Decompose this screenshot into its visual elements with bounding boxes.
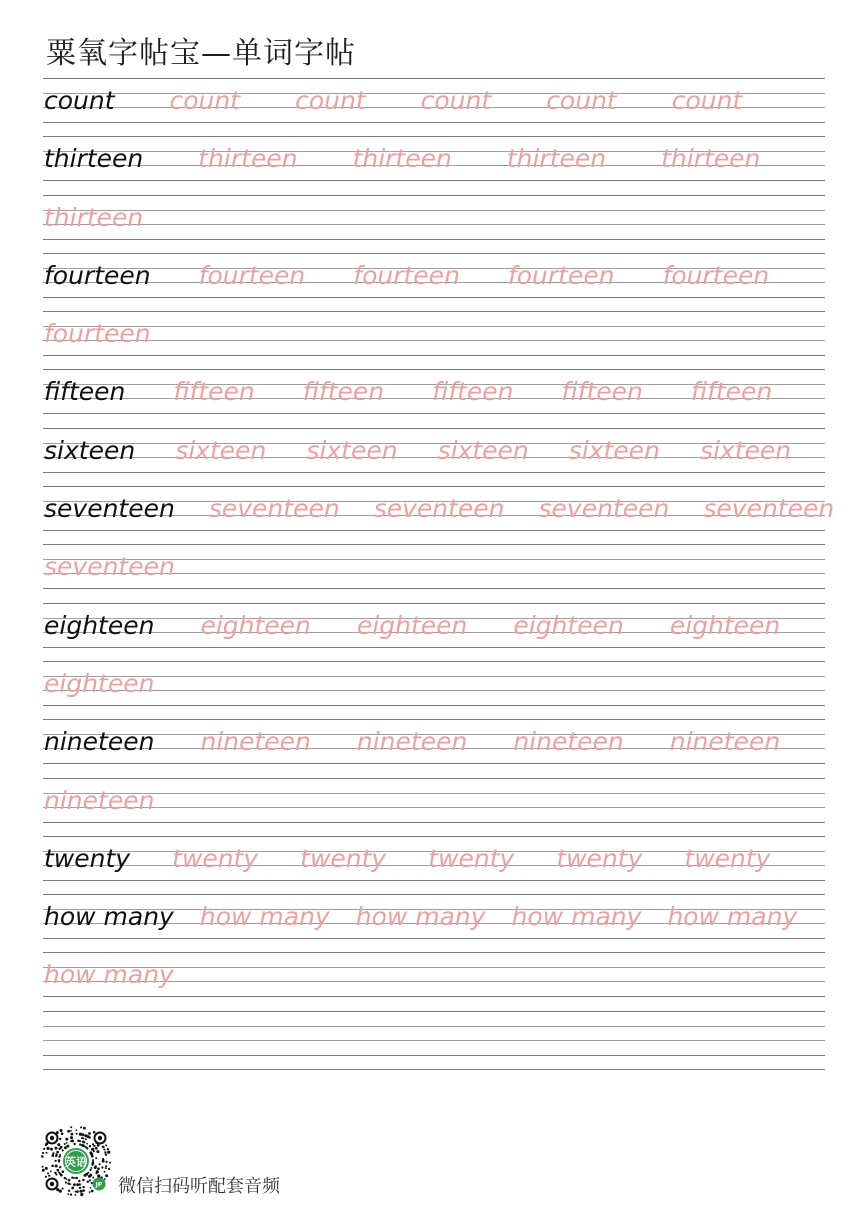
practice-row <box>43 486 835 544</box>
practice-sheet <box>43 78 835 1070</box>
word-line <box>44 548 175 586</box>
guide-line <box>43 253 825 254</box>
model-word: nineteen <box>44 727 155 757</box>
practice-row <box>43 78 825 136</box>
trace-word: eighteen <box>356 610 468 640</box>
guide-line <box>43 136 825 137</box>
word-line <box>44 373 772 411</box>
practice-row <box>43 778 825 836</box>
model-word: thirteen <box>44 144 144 174</box>
trace-word: eighteen <box>669 610 781 640</box>
guide-line <box>43 1026 825 1027</box>
trace-word: sixteen <box>699 435 792 465</box>
trace-word: nineteen <box>513 727 624 757</box>
guide-line <box>43 326 825 327</box>
guide-line <box>43 588 825 589</box>
trace-word: thirteen <box>506 144 607 174</box>
guide-line <box>43 676 825 677</box>
trace-word: how many <box>667 902 798 932</box>
guide-line <box>43 793 825 794</box>
practice-row <box>43 369 825 427</box>
trace-word: eighteen <box>513 610 624 640</box>
word-line <box>44 665 154 703</box>
practice-row <box>43 253 825 311</box>
guide-line <box>43 239 825 240</box>
trace-word: thirteen <box>352 144 452 174</box>
guide-line <box>43 1055 825 1056</box>
practice-row <box>43 311 825 369</box>
word-line <box>44 956 174 994</box>
word-line <box>44 607 780 645</box>
trace-word: fourteen <box>353 260 460 290</box>
guide-line <box>43 1011 825 1012</box>
practice-row <box>43 894 825 952</box>
practice-row <box>43 603 825 661</box>
trace-word: eighteen <box>44 668 155 698</box>
guide-line <box>43 224 825 225</box>
trace-word: nineteen <box>44 785 155 815</box>
trace-word: count <box>546 86 617 115</box>
guide-line <box>43 1069 825 1070</box>
practice-row <box>43 136 825 194</box>
guide-line <box>43 807 825 808</box>
guide-line <box>43 122 825 123</box>
trace-word: how many <box>511 902 642 932</box>
guide-line <box>43 719 825 720</box>
guide-line <box>43 311 825 312</box>
trace-word: twenty <box>428 843 515 873</box>
guide-line <box>43 472 825 473</box>
guide-line <box>43 486 825 487</box>
trace-word: seventeen <box>703 494 835 524</box>
practice-row <box>43 544 825 602</box>
model-word: sixteen <box>44 435 136 465</box>
guide-line <box>43 647 825 648</box>
word-line <box>44 723 780 761</box>
trace-word: sixteen <box>437 435 529 465</box>
trace-word: fourteen <box>198 260 306 290</box>
guide-line <box>43 836 825 837</box>
guide-line <box>43 340 825 341</box>
trace-word: how many <box>44 960 174 990</box>
trace-word: fourteen <box>507 260 615 290</box>
practice-row <box>43 661 825 719</box>
qr-badge-text: 英语 <box>65 1155 87 1169</box>
qr-corner-text: JP <box>95 1181 103 1189</box>
trace-word: fifteen <box>690 377 773 407</box>
guide-line <box>43 661 825 662</box>
trace-word: seventeen <box>44 552 175 582</box>
guide-line <box>43 297 825 298</box>
guide-line <box>43 1040 825 1041</box>
guide-line <box>43 369 825 370</box>
guide-line <box>43 880 825 881</box>
word-line <box>44 82 742 120</box>
trace-word: how many <box>355 902 486 932</box>
guide-line <box>43 413 825 414</box>
trace-word: fifteen <box>432 377 514 407</box>
trace-word: eighteen <box>200 610 311 640</box>
trace-word: sixteen <box>175 435 267 465</box>
guide-line <box>43 428 825 429</box>
trace-word: count <box>295 86 366 115</box>
trace-word: twenty <box>556 843 643 873</box>
trace-word: fifteen <box>302 377 385 407</box>
trace-word: nineteen <box>669 727 781 757</box>
practice-row <box>43 952 825 1010</box>
footer-caption: 微信扫码听配套音频 <box>118 1176 280 1197</box>
guide-line <box>43 894 825 895</box>
word-line <box>44 840 770 878</box>
trace-word: sixteen <box>306 435 398 465</box>
guide-line <box>43 355 825 356</box>
trace-word: count <box>420 86 492 115</box>
page-title: 粟氧字帖宝—单词字帖 <box>46 36 356 71</box>
qr-code-icon[interactable] <box>40 1126 112 1198</box>
model-word: how many <box>44 902 174 932</box>
trace-word: fourteen <box>44 319 151 349</box>
trace-word: seventeen <box>208 494 340 524</box>
practice-row <box>43 719 825 777</box>
word-line <box>44 257 769 295</box>
guide-line <box>43 180 825 181</box>
guide-line <box>43 938 825 939</box>
trace-word: count <box>169 86 241 115</box>
guide-line <box>43 210 825 211</box>
trace-word: how many <box>199 902 330 932</box>
word-line <box>44 199 143 237</box>
trace-word: thirteen <box>661 144 761 174</box>
guide-line <box>43 544 825 545</box>
guide-line <box>43 763 825 764</box>
guide-line <box>43 195 825 196</box>
model-word: twenty <box>44 843 131 873</box>
model-word: fifteen <box>44 377 126 407</box>
word-line <box>44 490 834 528</box>
model-word: seventeen <box>44 494 175 524</box>
trace-word: twenty <box>300 843 387 873</box>
trace-word: twenty <box>684 843 771 873</box>
practice-row <box>43 836 825 894</box>
word-line <box>44 315 151 353</box>
guide-line <box>43 822 825 823</box>
guide-line <box>43 952 825 953</box>
trace-word: twenty <box>172 843 259 873</box>
model-word: eighteen <box>44 610 155 640</box>
trace-word: sixteen <box>568 435 660 465</box>
guide-line <box>43 530 825 531</box>
practice-row <box>43 195 825 253</box>
guide-line <box>43 78 825 79</box>
trace-word: fifteen <box>173 377 255 407</box>
trace-word: count <box>671 86 743 115</box>
practice-row <box>43 1011 825 1069</box>
guide-line <box>43 778 825 779</box>
guide-line <box>43 690 825 691</box>
guide-line <box>43 705 825 706</box>
trace-word: seventeen <box>538 494 670 524</box>
guide-line <box>43 603 825 604</box>
trace-word: fourteen <box>662 260 770 290</box>
model-word: count <box>44 86 115 115</box>
word-line <box>44 782 154 820</box>
model-word: fourteen <box>44 260 151 290</box>
trace-word: thirteen <box>198 144 298 174</box>
trace-word: thirteen <box>44 202 144 232</box>
trace-word: seventeen <box>373 494 505 524</box>
trace-word: nineteen <box>356 727 468 757</box>
word-line <box>44 898 797 936</box>
guide-line <box>43 996 825 997</box>
trace-word: fifteen <box>561 377 643 407</box>
trace-word: nineteen <box>200 727 311 757</box>
practice-row <box>43 428 825 486</box>
word-line <box>44 432 791 470</box>
word-line <box>44 140 760 178</box>
